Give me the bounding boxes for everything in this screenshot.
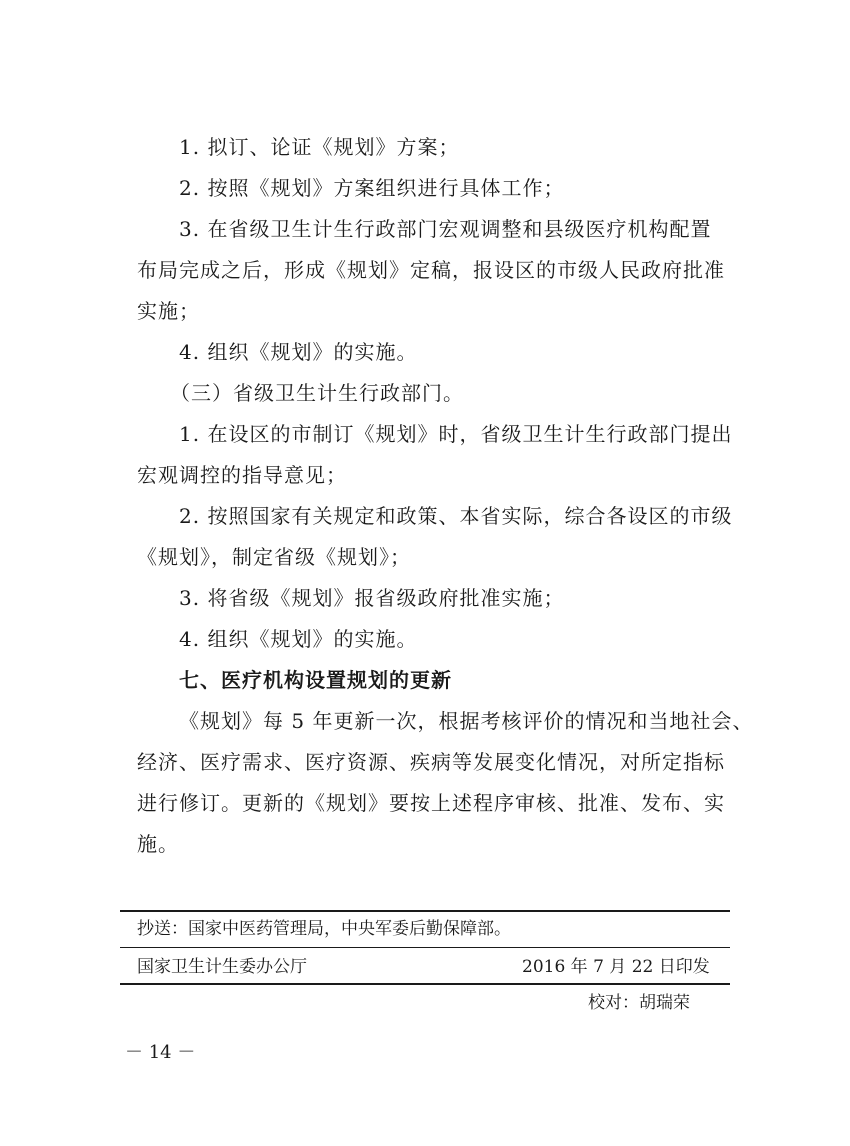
- body-line: 4. 组织《规划》的实施。: [179, 340, 418, 364]
- body-line: 4. 组织《规划》的实施。: [179, 627, 418, 651]
- footer-bottom-rule: [120, 983, 730, 985]
- issue-date: 2016 年 7 月 22 日印发: [522, 957, 710, 977]
- cc-line: 抄送：国家中医药管理局，中央军委后勤保障部。: [137, 919, 511, 939]
- body-line: 3. 将省级《规划》报省级政府批准实施；: [179, 586, 565, 610]
- body-line: 宏观调控的指导意见；: [137, 463, 347, 487]
- body-line: 经济、医疗需求、医疗资源、疾病等发展变化情况，对所定指标: [137, 750, 725, 774]
- body-line: 2. 按照国家有关规定和政策、本省实际，综合各设区的市级: [179, 504, 733, 528]
- body-line: 布局完成之后，形成《规划》定稿，报设区的市级人民政府批准: [137, 258, 725, 282]
- proofreader: 校对：胡瑞荣: [588, 993, 690, 1013]
- section-heading: 七、医疗机构设置规划的更新: [179, 668, 452, 692]
- footer-top-rule: [120, 910, 730, 912]
- body-line: 《规划》，制定省级《规划》；: [137, 545, 411, 569]
- subsection-heading: （三）省级卫生计生行政部门。: [170, 381, 464, 405]
- body-line: 实施；: [137, 299, 200, 323]
- body-line: 进行修订。更新的《规划》要按上述程序审核、批准、发布、实: [137, 791, 725, 815]
- body-line: 1. 拟订、论证《规划》方案；: [179, 135, 460, 159]
- body-line: 2. 按照《规划》方案组织进行具体工作；: [179, 176, 565, 200]
- page-number: － 14 －: [125, 1042, 196, 1063]
- body-line: 施。: [137, 832, 179, 856]
- body-line: 3. 在省级卫生计生行政部门宏观调整和县级医疗机构配置: [179, 217, 712, 241]
- body-line: 1. 在设区的市制订《规划》时，省级卫生计生行政部门提出: [179, 422, 733, 446]
- issuer-name: 国家卫生计生委办公厅: [137, 957, 307, 977]
- body-line: 《规划》每 5 年更新一次，根据考核评价的情况和当地社会、: [179, 709, 754, 733]
- footer-middle-rule: [120, 947, 730, 948]
